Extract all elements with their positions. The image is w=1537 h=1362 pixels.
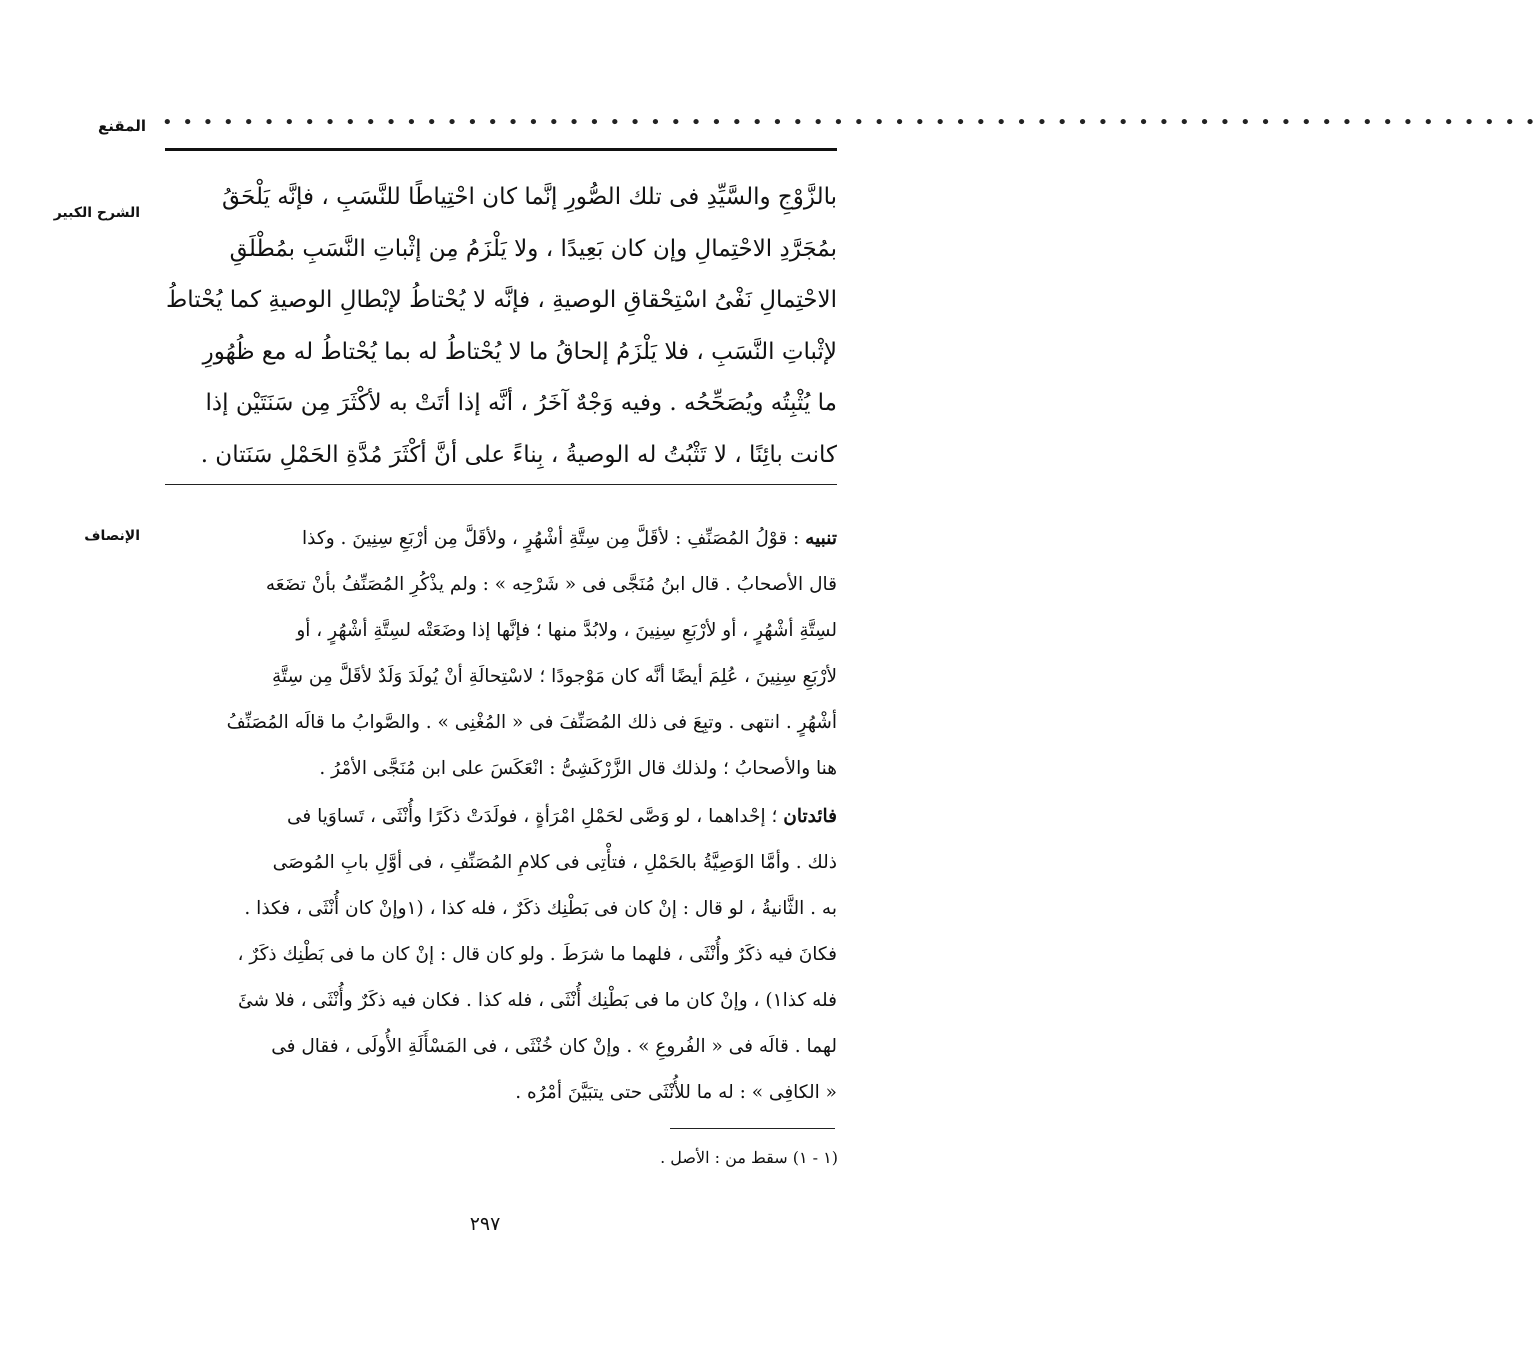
fawaid-line: فكانَ فيه ذكَرٌ وأُنْثَى ، فلهما ما شرَطَ . ولو كان قال : إنْ كان ما فى بَطْنِك ذكَرٌ ، xyxy=(237,944,837,965)
sharh-text-block xyxy=(165,172,837,481)
sharh-line: بالزَّوْجِ والسَّيِّدِ فى تلك الصُّورِ إنَّما كان احْتِياطًا للنَّسَبِ ، فإنَّه يَلْحَقُ xyxy=(221,184,837,210)
sharh-line: ما يُثْبِتُه ويُصَحِّحُه . وفيه وَجْهٌ آخَرُ ، أنَّه إذا أتَتْ به لأكْثَرَ مِن سَنَتَيْن إذا xyxy=(205,390,837,416)
fawaid-line: لهما . قالَه فى « الفُروعِ » . وإنْ كان خُنْثَى ، فى المَسْأَلَةِ الأُولَى ، فقال فى xyxy=(271,1036,837,1057)
sharh-line: بمُجَرَّدِ الاحْتِمالِ وإن كان بَعِيدًا ، ولا يَلْزَمُ مِن إثْباتِ النَّسَبِ بمُطْلَقِ xyxy=(229,235,837,262)
insaf-line: أشْهُرٍ . انتهى . وتبِعَ فى ذلك المُصَنِّفَ فى « المُغْنِى » . والصَّوابُ ما قالَه المُصَنِّفُ xyxy=(226,712,837,733)
insaf-tanbih-block xyxy=(165,516,837,792)
insaf-fawaid-block xyxy=(165,794,837,1116)
insaf-line: لأرْبَعِ سِنِينَ ، عُلِمَ أيضًا أنَّه كان مَوْجودًا ؛ لاسْتِحالَةِ أنْ يُولَدَ وَلَدٌ لأقَلَّ مِن سِتَّةِ xyxy=(271,666,837,687)
footnote-rule xyxy=(670,1128,835,1129)
sharh-line: لإثْباتِ النَّسَبِ ، فلا يَلْزَمُ إلحاقُ ما لا يُحْتاطُ له بما يُحْتاطُ له مع ظُهُورِ xyxy=(202,338,837,365)
sharh-line: الاحْتِمالِ نَفْىُ اسْتِحْقاقِ الوصيةِ ، فإنَّه لا يُحْتاطُ لإبْطالِ الوصيةِ كما يُحْتاطُ xyxy=(166,287,837,313)
fawaid-line: فله كذا١) ، وإنْ كان ما فى بَطْنِك أُنْثَى ، فله كذا . فكان فيه ذكَرٌ وأُنْثَى ، فلا شئَ xyxy=(238,990,837,1011)
side-label-sharh: الشرح الكبير xyxy=(53,205,140,221)
fawaid-line: « الكافِى » : له ما للأُنْثَى حتى يتبَيَّنَ أمْرُه . xyxy=(515,1082,837,1103)
fawaid-line xyxy=(165,794,837,840)
insaf-line: لسِتَّةِ أشْهُرٍ ، أو لأرْبَعِ سِنِينَ ، ولابُدَّ منها ؛ فإنَّها إذا وضَعَتْه لسِتَّةِ أشْهُرٍ ، أو xyxy=(296,620,837,641)
header-rule xyxy=(165,148,837,151)
header-dotted-leader: • • • • • • • • • • • • • • • • • • • • • • • • • • • • • • • • • • • • • • • • • • • • • • • • • • • • • • • • • • • • • • • • • • • • xyxy=(162,112,1537,133)
fawaid-line: به . الثَّانيةُ ، لو قال : إنْ كان فى بَطْنِك ذكَرٌ ، فله كذا ، (١وإنْ كان أُنْثَى ، فكذا . xyxy=(244,898,837,919)
sharh-line: كانت بائِنًا ، لا تَثْبُتُ له الوصيةُ ، بِناءً على أنَّ أكْثَرَ مُدَّةِ الحَمْلِ سَنَتان . xyxy=(200,441,837,468)
fawaid-line-rest: ؛ إحْداهما ، لو وَصَّى لحَمْلِ امْرَأةٍ ، فولَدَتْ ذكَرًا وأُنْثَى ، تَساوَيا فى xyxy=(286,806,784,827)
tanbih-lead-word: تنبيه xyxy=(805,528,837,549)
insaf-line-rest: : قوْلُ المُصَنِّفِ : لأقَلَّ مِن سِتَّةِ أشْهُرٍ ، ولأقَلَّ مِن أرْبَعِ سِنِينَ . وكذا xyxy=(302,528,806,549)
running-header-title: المقنع xyxy=(98,117,146,135)
insaf-line: قال الأصحابُ . قال ابنُ مُنَجَّى فى « شَرْحِه » : ولم يذْكُرِ المُصَنِّفُ بأنْ تضَعَه xyxy=(265,574,837,595)
page-number: ٢٩٧ xyxy=(469,1213,501,1235)
footnote: (١ - ١) سقط من : الأصل . xyxy=(660,1148,838,1167)
insaf-line xyxy=(165,516,837,562)
insaf-line: هنا والأصحابُ ؛ ولذلك قال الزَّرْكَشِىُّ : انْعَكَسَ على ابن مُنَجَّى الأمْرُ . xyxy=(319,758,837,779)
fawaid-lead-word: فائدتان xyxy=(783,806,837,827)
fawaid-line: ذلك . وأمَّا الوَصِيَّةُ بالحَمْلِ ، فتأْتِى فى كلامِ المُصَنِّفِ ، فى أوَّلِ بابِ المُوصَى xyxy=(272,852,837,873)
side-label-insaf: الإنصاف xyxy=(84,528,140,544)
section-divider xyxy=(165,484,837,485)
